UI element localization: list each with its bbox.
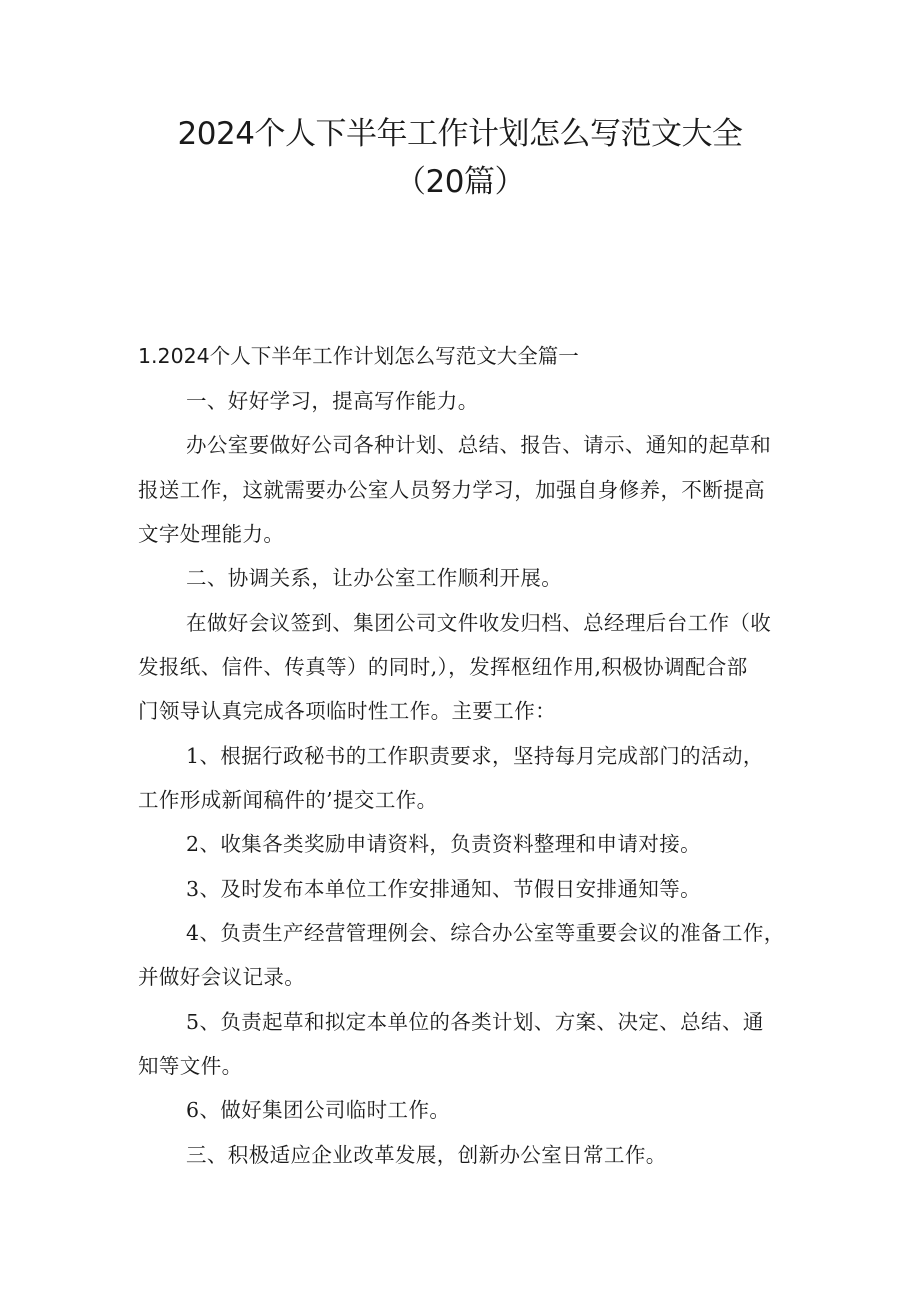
document-title-line1: 2024个人下半年工作计划怎么写范文大全 (177, 116, 743, 152)
paragraph-1: 一、好好学习，提高写作能力。 (186, 389, 479, 413)
section-heading: 1.2024个人下半年工作计划怎么写范文大全篇一 (138, 344, 579, 368)
paragraph-4-line-3: 门领导认真完成各项临时性工作。主要工作： (138, 699, 556, 723)
paragraph-2-line-3: 文字处理能力。 (138, 522, 285, 546)
paragraph-3: 二、协调关系，让办公室工作顺利开展。 (186, 566, 563, 590)
list-item-4-line-1: 4、负责生产经营管理例会、综合办公室等重要会议的准备工作， (186, 921, 785, 945)
paragraph-2-line-1: 办公室要做好公司各种计划、总结、报告、请示、通知的起草和 (186, 433, 772, 457)
list-item-5-line-2: 知等文件。 (138, 1054, 243, 1078)
list-item-1-line-1: 1、根据行政秘书的工作职责要求，坚持每月完成部门的活动， (186, 744, 764, 768)
list-item-4-line-2: 并做好会议记录。 (138, 965, 306, 989)
paragraph-4-line-2: 发报纸、信件、传真等）的同时,），发挥枢纽作用,积极协调配合部 (138, 655, 748, 679)
paragraph-4-line-1: 在做好会议签到、集团公司文件收发归档、总经理后台工作（收 (186, 611, 772, 635)
paragraph-2-line-2: 报送工作，这就需要办公室人员努力学习，加强自身修养，不断提高 (138, 478, 765, 502)
document-title-line2: （20篇） (395, 164, 525, 200)
list-item-6: 6、做好集团公司临时工作。 (186, 1098, 451, 1122)
list-item-2: 2、收集各类奖励申请资料，负责资料整理和申请对接。 (186, 832, 702, 856)
paragraph-5: 三、积极适应企业改革发展，创新办公室日常工作。 (186, 1143, 667, 1167)
document-body (138, 334, 794, 1167)
list-item-5-line-1: 5、负责起草和拟定本单位的各类计划、方案、决定、总结、通 (186, 1010, 764, 1034)
list-item-1-line-2: 工作形成新闻稿件的’提交工作。 (138, 788, 438, 812)
list-item-3: 3、及时发布本单位工作安排通知、节假日安排通知等。 (186, 877, 702, 901)
